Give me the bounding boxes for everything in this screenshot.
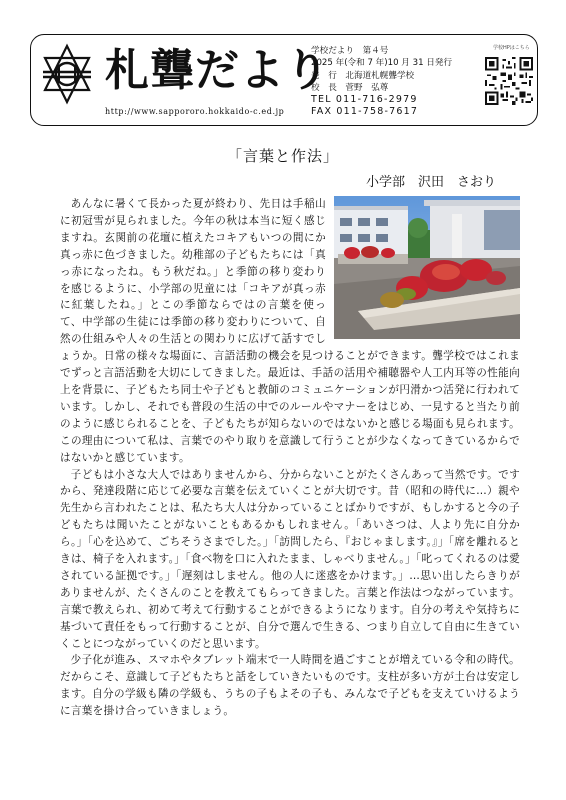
phone-number: TEL 011-716-2979 (311, 94, 418, 106)
school-emblem-icon (39, 43, 95, 105)
paragraph (60, 196, 520, 467)
kochia-photo (334, 196, 520, 339)
article-title: 「言葉と作法」 (226, 147, 339, 165)
paragraph: 少子化が進み、スマホやタブレット端末で一人時間を過ごすことが増えている令和の時代。だからこそ、意識して子どもたちと話をしていきたいものです。支柱が多い方が土台は安定します。自分の学級も隣の学級も、うちの子もよその子も、みんなで子どもを支えていけるように言葉を掛け合っていきましょう。 (60, 654, 520, 718)
masthead (30, 34, 538, 126)
article-body (60, 196, 520, 720)
qr-caption: 学校HPはこちら (493, 45, 530, 51)
qr-code-icon[interactable] (485, 57, 533, 105)
publisher: 発 行 北海道札幌聾学校 (311, 70, 415, 81)
paragraph: 子どもは小さな大人ではありませんから、分からないことがたくさんあって当然です。ですから、発達段階に応じて必要な言葉を伝えていくことが大切です。昔（昭和の時代に…）親や先生から言われたことは、私たち大人は分かっていることばかりですが、もしかすると今の子どもたちは聞いたことがないこともあるかもしれません。「あいさつは、人より先に自分から。」「心を込めて、ごちそうさまでした。」「訪問したら、『おじゃまします。』」「席を離れるときは、椅子を入れます。」「食べ物を口に入れたまま、しゃべりません。」「叱ってくれるのは愛されている証拠です。」「遅刻はしません。他の人に迷惑をかけます。」…思い出したらきりがありませんが、たくさんのことを教えてもらってきました。言葉と作法はつながっています。言葉で教えられ、初めて考えて行動することができるようになります。自分の考えや気持ちに基づいて責任をもって行動することが、自分で選んで生きる、つまり自立して自由に生きていくことにつながっていくのだと思います。 (60, 468, 520, 650)
author-byline: 小学部 沢田 さおり (366, 175, 497, 190)
issue-number: 学校だより 第４号 (311, 46, 389, 56)
newsletter-title: 札聾だより (105, 45, 330, 96)
principal: 校 長 菅野 弘尊 (311, 82, 389, 93)
issue-info (311, 45, 491, 119)
paragraph-text: あんなに暑くて長かった夏が終わり、先日は手稲山に初冠雪が見られました。今年の秋は本当に短く感じますね。玄関前の花壇に植えたコキアもいつの間にか真っ赤に色づきました。幼稚部の子どもたちには「真っ赤になったね。もう秋だね。」と季節の移り変わりを感じるように、小学部の児童には「コキアが真っ赤に紅葉したね。」とこの季節ならではの言葉を使って、中学部の生徒には季節の移り変わりについて、自然の仕組みや人々の生活との関わりに広げて話すでしょうか。日常の様々な場面に、言語活動の機会を見つけることができます。聾学校ではこれまでずっと言語活動を大切にしてきました。最近は、手話の活用や補聴器や人工内耳等の性能向上を背景に、子どもたち同士や子どもと教師のコミュニケーションが円滑かつ活発に行われています。しかし、それでも普段の生活の中でのルールやマナーをはじめ、一見すると当たり前のように感じられることを、子どもたちが知らないのではないかと感じる場面も見られます。この理由について私は、言葉でのやり取りを意識して行うことが少なくなってきているからではないかと感じています。 (60, 198, 520, 464)
photo-image (334, 196, 520, 339)
issue-date: 2025 年(令和 7 年)10 月 31 日発行 (311, 58, 453, 69)
school-url[interactable]: http://www.sappororo.hokkaido-c.ed.jp (105, 107, 285, 116)
fax-number: FAX 011-758-7617 (311, 106, 419, 118)
